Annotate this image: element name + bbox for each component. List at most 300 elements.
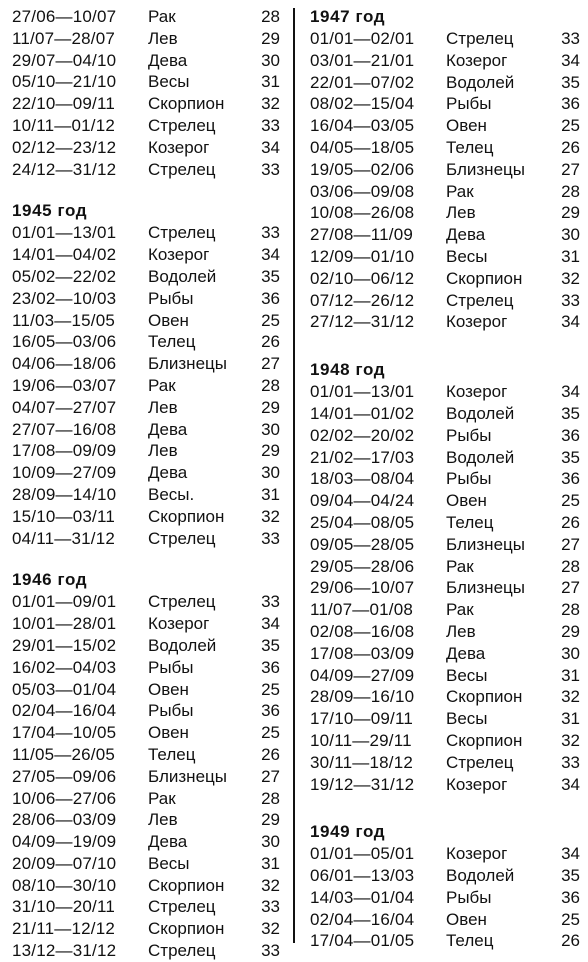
- zodiac-sign: Водолей: [148, 635, 217, 655]
- date-range: 18/03—08/04: [310, 469, 415, 489]
- date-range: 04/09—19/09: [12, 832, 117, 852]
- sign-number: 27: [561, 159, 580, 179]
- sign-number: 32: [561, 730, 580, 750]
- table-row: [12, 700, 280, 722]
- sign-number: 31: [261, 72, 280, 92]
- table-row: [12, 93, 280, 115]
- table-row: [310, 159, 580, 181]
- date-range: 10/11—29/11: [310, 730, 412, 750]
- sign-number: 34: [561, 774, 580, 794]
- date-range: 04/05—18/05: [310, 137, 415, 157]
- zodiac-sign: Скорпион: [148, 875, 225, 895]
- sign-number: 30: [261, 832, 280, 852]
- table-row: [310, 621, 580, 643]
- zodiac-sign: Весы: [446, 246, 488, 266]
- zodiac-sign: Телец: [148, 332, 196, 352]
- table-row: [12, 397, 280, 419]
- sign-number: 31: [561, 709, 580, 729]
- date-range: 19/06—03/07: [12, 375, 117, 395]
- zodiac-sign: Телец: [148, 744, 196, 764]
- sign-number: 29: [261, 397, 280, 417]
- sign-number: 33: [561, 29, 580, 48]
- zodiac-sign: Рак: [446, 181, 474, 201]
- table-row: [12, 635, 280, 657]
- table-row: [12, 528, 280, 550]
- table-row: [12, 115, 280, 137]
- zodiac-sign: Водолей: [446, 403, 515, 423]
- date-range: 21/11—12/12: [12, 919, 116, 939]
- sign-number: 28: [261, 788, 280, 808]
- table-row: [12, 766, 280, 788]
- table-row: [12, 244, 280, 266]
- date-range: 10/11—01/12: [12, 115, 116, 135]
- date-range: 03/06—09/08: [310, 181, 415, 201]
- date-range: 11/07—28/07: [12, 28, 116, 48]
- zodiac-sign: Овен: [148, 310, 189, 330]
- table-row: [12, 853, 280, 875]
- zodiac-sign: Телец: [446, 512, 494, 532]
- date-range: 11/03—15/05: [12, 310, 116, 330]
- sign-number: 35: [561, 866, 580, 886]
- zodiac-sign: Стрелец: [148, 941, 216, 961]
- zodiac-sign: Телец: [446, 137, 494, 157]
- table-row: [12, 657, 280, 679]
- sign-number: 28: [561, 181, 580, 201]
- sign-number: 36: [261, 288, 280, 308]
- table-row: [310, 447, 580, 469]
- table-row: [12, 506, 280, 528]
- sign-number: 28: [261, 375, 280, 395]
- zodiac-sign: Скорпион: [446, 687, 523, 707]
- zodiac-sign: Лев: [148, 441, 178, 461]
- date-range: 29/07—04/10: [12, 50, 117, 70]
- zodiac-sign: Стрелец: [446, 752, 514, 772]
- table-row: [12, 222, 280, 244]
- sign-number: 36: [561, 425, 580, 445]
- date-range: 28/09—14/10: [12, 484, 117, 504]
- sign-number: 34: [561, 382, 580, 402]
- zodiac-sign: Стрелец: [446, 29, 514, 48]
- zodiac-sign: Рак: [148, 788, 176, 808]
- zodiac-sign: Овен: [148, 723, 189, 743]
- zodiac-sign: Стрелец: [148, 528, 216, 548]
- table-row: [12, 331, 280, 353]
- sign-number: 27: [561, 534, 580, 554]
- date-range: 02/02—20/02: [310, 425, 415, 445]
- table-row: [310, 403, 580, 425]
- zodiac-sign: Рыбы: [446, 425, 492, 445]
- table-row: [12, 788, 280, 810]
- zodiac-sign: Лев: [446, 203, 476, 223]
- date-range: 14/03—01/04: [310, 887, 415, 907]
- date-range: 04/11—31/12: [12, 528, 116, 548]
- zodiac-sign: Козерог: [446, 50, 508, 70]
- year-heading-1947: 1947 год: [310, 7, 386, 26]
- date-range: 01/01—05/01: [310, 844, 415, 864]
- date-range: 27/05—09/06: [12, 766, 117, 786]
- table-row: [310, 686, 580, 708]
- date-range: 10/01—28/01: [12, 614, 117, 634]
- table-row: [12, 831, 280, 853]
- date-range: 08/10—30/10: [12, 875, 117, 895]
- table-row: [310, 490, 580, 512]
- date-range: 04/07—27/07: [12, 397, 117, 417]
- zodiac-sign: Рыбы: [148, 657, 194, 677]
- zodiac-sign: Весы: [148, 72, 190, 92]
- sign-number: 29: [261, 441, 280, 461]
- date-range: 09/05—28/05: [310, 534, 415, 554]
- zodiac-sign: Весы.: [148, 484, 195, 504]
- table-row: [310, 468, 580, 490]
- zodiac-sign: Близнецы: [148, 766, 227, 786]
- table-row: [310, 202, 580, 224]
- zodiac-sign: Стрелец: [148, 159, 216, 179]
- sign-number: 26: [261, 332, 280, 352]
- table-row: [310, 115, 580, 137]
- table-row: [310, 577, 580, 599]
- table-row: [310, 28, 580, 50]
- left-column: [12, 6, 280, 962]
- date-range: 29/05—28/06: [310, 556, 415, 576]
- sign-number: 33: [261, 223, 280, 243]
- sign-number: 28: [261, 7, 280, 26]
- sign-number: 32: [261, 506, 280, 526]
- sign-number: 25: [261, 679, 280, 699]
- zodiac-sign: Скорпион: [446, 268, 523, 288]
- table-row: [310, 268, 580, 290]
- year-heading-1945: 1945 год: [12, 201, 88, 221]
- table-row: [310, 224, 580, 246]
- table-row: [12, 440, 280, 462]
- date-range: 15/10—03/11: [12, 506, 116, 526]
- table-row: [12, 419, 280, 441]
- date-range: 22/10—09/11: [12, 94, 116, 114]
- zodiac-sign: Стрелец: [148, 897, 216, 917]
- table-row: [310, 93, 580, 115]
- table-row: [12, 353, 280, 375]
- date-range: 05/10—21/10: [12, 72, 117, 92]
- zodiac-sign: Дева: [446, 643, 486, 663]
- sign-number: 31: [261, 484, 280, 504]
- sign-number: 35: [561, 403, 580, 423]
- date-range: 02/04—16/04: [12, 701, 117, 721]
- zodiac-sign: Козерог: [446, 774, 508, 794]
- sign-number: 32: [261, 919, 280, 939]
- date-range: 29/01—15/02: [12, 635, 117, 655]
- zodiac-sign: Лев: [148, 397, 178, 417]
- table-row: [310, 643, 580, 665]
- date-range: 27/12—31/12: [310, 312, 415, 332]
- zodiac-sign: Близнецы: [446, 534, 525, 554]
- date-range: 01/01—09/01: [12, 592, 117, 612]
- zodiac-sign: Рыбы: [446, 469, 492, 489]
- table-row: [12, 462, 280, 484]
- date-range: 03/01—21/01: [310, 50, 415, 70]
- table-row: [310, 665, 580, 687]
- zodiac-sign: Стрелец: [148, 223, 216, 243]
- sign-number: 34: [261, 137, 280, 157]
- zodiac-sign: Водолей: [446, 72, 515, 92]
- zodiac-sign: Рыбы: [446, 94, 492, 114]
- zodiac-sign: Лев: [148, 28, 178, 48]
- table-row: [310, 512, 580, 534]
- date-range: 02/10—06/12: [310, 268, 415, 288]
- sign-number: 27: [261, 766, 280, 786]
- section-gap: [310, 333, 580, 359]
- zodiac-sign: Дева: [148, 463, 188, 483]
- table-row: [12, 6, 280, 28]
- zodiac-sign: Рак: [446, 556, 474, 576]
- zodiac-sign: Овен: [446, 909, 487, 929]
- table-row: [310, 534, 580, 556]
- sign-number: 27: [261, 354, 280, 374]
- table-row: [310, 50, 580, 72]
- table-row: [12, 159, 280, 181]
- table-block-1945: [12, 222, 280, 549]
- table-row: [12, 375, 280, 397]
- sign-number: 36: [261, 701, 280, 721]
- sign-number: 33: [261, 592, 280, 612]
- table-row: [310, 425, 580, 447]
- sign-number: 36: [261, 657, 280, 677]
- zodiac-sign: Лев: [446, 621, 476, 641]
- sign-number: 25: [561, 116, 580, 136]
- zodiac-sign: Лев: [148, 810, 178, 830]
- table-row: [310, 599, 580, 621]
- sign-number: 25: [261, 723, 280, 743]
- sign-number: 36: [561, 887, 580, 907]
- zodiac-sign: Рак: [446, 600, 474, 620]
- zodiac-sign: Скорпион: [148, 94, 225, 114]
- table-row: [310, 311, 580, 333]
- date-range: 25/04—08/05: [310, 512, 415, 532]
- sign-number: 30: [261, 419, 280, 439]
- sign-number: 34: [561, 50, 580, 70]
- table-row: [12, 744, 280, 766]
- table-row: [12, 940, 280, 962]
- table-row: [310, 909, 580, 931]
- sign-number: 26: [561, 512, 580, 532]
- table-row: [12, 50, 280, 72]
- date-range: 04/09—27/09: [310, 665, 415, 685]
- zodiac-sign: Рак: [148, 7, 176, 26]
- date-range: 27/08—11/09: [310, 225, 414, 245]
- table-row: [12, 613, 280, 635]
- year-heading-1946: 1946 год: [12, 570, 88, 590]
- date-range: 17/08—03/09: [310, 643, 415, 663]
- date-range: 14/01—01/02: [310, 403, 415, 423]
- date-range: 05/02—22/02: [12, 266, 117, 286]
- table-row: [12, 137, 280, 159]
- zodiac-sign: Дева: [148, 832, 188, 852]
- zodiac-sign: Дева: [446, 225, 486, 245]
- date-range: 17/08—09/09: [12, 441, 117, 461]
- sign-number: 26: [261, 744, 280, 764]
- date-range: 16/04—03/05: [310, 116, 415, 136]
- zodiac-sign: Стрелец: [148, 592, 216, 612]
- table-row: [12, 875, 280, 897]
- table-row: [12, 809, 280, 831]
- zodiac-sign: Водолей: [446, 447, 515, 467]
- date-range: 28/09—16/10: [310, 687, 415, 707]
- date-range: 16/02—04/03: [12, 657, 117, 677]
- sign-number: 33: [561, 290, 580, 310]
- sign-number: 33: [561, 752, 580, 772]
- date-range: 01/01—13/01: [12, 223, 117, 243]
- sign-number: 36: [561, 469, 580, 489]
- table-row: [310, 752, 580, 774]
- date-range: 27/06—10/07: [12, 7, 117, 26]
- sign-number: 29: [261, 810, 280, 830]
- zodiac-sign: Козерог: [446, 312, 508, 332]
- sign-number: 32: [561, 687, 580, 707]
- date-range: 13/12—31/12: [12, 941, 117, 961]
- year-heading-1949: 1949 год: [310, 822, 386, 842]
- zodiac-sign: Весы: [148, 853, 190, 873]
- sign-number: 32: [561, 268, 580, 288]
- date-range: 12/09—01/10: [310, 246, 415, 266]
- zodiac-sign: Телец: [446, 931, 494, 951]
- date-range: 16/05—03/06: [12, 332, 117, 352]
- sign-number: 33: [261, 159, 280, 179]
- zodiac-sign: Козерог: [148, 137, 210, 157]
- date-range: 24/12—31/12: [12, 159, 117, 179]
- zodiac-sign: Рыбы: [148, 701, 194, 721]
- date-range: 17/10—09/11: [310, 709, 414, 729]
- zodiac-sign: Водолей: [446, 866, 515, 886]
- sign-number: 36: [561, 94, 580, 114]
- zodiac-sign: Рыбы: [446, 887, 492, 907]
- sign-number: 33: [261, 528, 280, 548]
- sign-number: 35: [261, 635, 280, 655]
- zodiac-sign: Весы: [446, 709, 488, 729]
- table-row: [12, 918, 280, 940]
- date-range: 11/05—26/05: [12, 744, 116, 764]
- zodiac-sign: Весы: [446, 665, 488, 685]
- sign-number: 30: [561, 643, 580, 663]
- section-gap: [310, 795, 580, 821]
- table-row: [12, 266, 280, 288]
- date-range: 05/03—01/04: [12, 679, 117, 699]
- date-range: 02/08—16/08: [310, 621, 415, 641]
- date-range: 01/01—02/01: [310, 29, 415, 48]
- table-row: [12, 679, 280, 701]
- sign-number: 30: [261, 463, 280, 483]
- sign-number: 31: [261, 853, 280, 873]
- date-range: 17/04—01/05: [310, 931, 415, 951]
- table-row: [12, 591, 280, 613]
- table-row: [310, 730, 580, 752]
- date-range: 27/07—16/08: [12, 419, 117, 439]
- sign-number: 25: [561, 909, 580, 929]
- date-range: 04/06—18/06: [12, 354, 117, 374]
- sign-number: 27: [561, 578, 580, 598]
- date-range: 02/12—23/12: [12, 137, 117, 157]
- table-block-1947: [310, 28, 580, 333]
- sign-number: 34: [561, 844, 580, 864]
- table-row: [12, 310, 280, 332]
- date-range: 10/09—27/09: [12, 463, 117, 483]
- date-range: 29/06—10/07: [310, 578, 415, 598]
- sign-number: 25: [561, 491, 580, 511]
- date-range: 30/11—18/12: [310, 752, 414, 772]
- date-range: 11/07—01/08: [310, 600, 414, 620]
- sign-number: 29: [561, 203, 580, 223]
- sign-number: 25: [261, 310, 280, 330]
- zodiac-sign: Близнецы: [446, 159, 525, 179]
- sign-number: 28: [561, 556, 580, 576]
- zodiac-sign: Стрелец: [446, 290, 514, 310]
- zodiac-sign: Близнецы: [446, 578, 525, 598]
- sign-number: 34: [261, 614, 280, 634]
- table-row: [12, 896, 280, 918]
- zodiac-sign: Скорпион: [148, 919, 225, 939]
- date-range: 02/04—16/04: [310, 909, 415, 929]
- zodiac-sign: Дева: [148, 419, 188, 439]
- zodiac-sign: Стрелец: [148, 115, 216, 135]
- table-row: [12, 71, 280, 93]
- table-row: [310, 290, 580, 312]
- table-row: [310, 930, 580, 952]
- sign-number: 29: [561, 621, 580, 641]
- table-row: [12, 484, 280, 506]
- zodiac-sign: Козерог: [446, 844, 508, 864]
- date-range: 20/09—07/10: [12, 853, 117, 873]
- table-row: [12, 722, 280, 744]
- table-row: [310, 381, 580, 403]
- section-gap: [12, 549, 280, 569]
- table-row: [310, 774, 580, 796]
- date-range: 10/06—27/06: [12, 788, 117, 808]
- table-row: [310, 181, 580, 203]
- sign-number: 26: [561, 137, 580, 157]
- sign-number: 34: [561, 312, 580, 332]
- zodiac-sign: Овен: [446, 491, 487, 511]
- date-range: 19/05—02/06: [310, 159, 415, 179]
- sign-number: 33: [261, 941, 280, 961]
- table-row: [12, 288, 280, 310]
- date-range: 22/01—07/02: [310, 72, 415, 92]
- date-range: 10/08—26/08: [310, 203, 415, 223]
- table-row: [310, 708, 580, 730]
- sign-number: 35: [261, 266, 280, 286]
- zodiac-sign: Дева: [148, 50, 188, 70]
- table-block-1949: [310, 843, 580, 952]
- table-row: [310, 556, 580, 578]
- sign-number: 33: [261, 115, 280, 135]
- sign-number: 30: [561, 225, 580, 245]
- date-range: 06/01—13/03: [310, 866, 415, 886]
- date-range: 17/04—10/05: [12, 723, 117, 743]
- table-row: [310, 887, 580, 909]
- date-range: 31/10—20/11: [12, 897, 116, 917]
- sign-number: 33: [261, 897, 280, 917]
- zodiac-sign: Водолей: [148, 266, 217, 286]
- sign-number: 28: [561, 600, 580, 620]
- date-range: 23/02—10/03: [12, 288, 117, 308]
- sign-number: 32: [261, 94, 280, 114]
- table-row: [310, 843, 580, 865]
- zodiac-sign: Рыбы: [148, 288, 194, 308]
- table-block-1948: [310, 381, 580, 795]
- sign-number: 32: [261, 875, 280, 895]
- zodiac-sign: Козерог: [446, 382, 508, 402]
- table-block-continued: [12, 6, 280, 180]
- column-divider: [293, 8, 295, 943]
- table-row: [310, 246, 580, 268]
- sign-number: 31: [561, 665, 580, 685]
- sign-number: 35: [561, 72, 580, 92]
